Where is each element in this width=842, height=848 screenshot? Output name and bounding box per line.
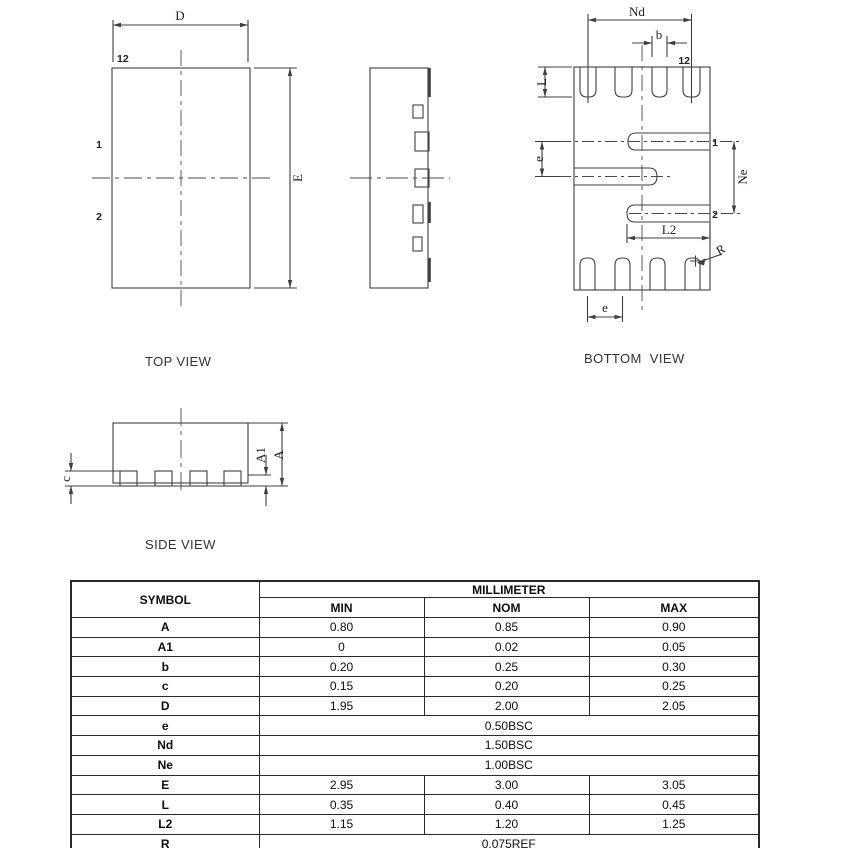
symbol-cell: E xyxy=(71,775,259,795)
value-cell-max: 0.30 xyxy=(589,657,759,677)
value-cell-nom: 0.02 xyxy=(424,637,589,657)
label-L2: L2 xyxy=(661,222,677,237)
value-cell-span: 1.00BSC xyxy=(259,755,759,775)
value-cell-max: 0.05 xyxy=(589,637,759,657)
label-b: b xyxy=(655,27,663,42)
symbol-cell: c xyxy=(71,677,259,697)
value-cell-min: 1.15 xyxy=(259,814,424,834)
dimension-c xyxy=(58,453,120,504)
value-cell-max: 2.05 xyxy=(589,696,759,716)
label-E: E xyxy=(290,174,305,182)
dimension-Ne xyxy=(732,142,750,214)
table-row xyxy=(71,834,759,848)
label-Ne: Ne xyxy=(735,169,750,185)
symbol-cell: e xyxy=(71,716,259,736)
pin-12-label: 12 xyxy=(117,53,129,65)
value-cell-min: 0.15 xyxy=(259,677,424,697)
pin-2-label: 2 xyxy=(712,209,718,221)
symbol-cell: b xyxy=(71,657,259,677)
symbol-cell: A1 xyxy=(71,637,259,657)
value-cell-nom: 0.40 xyxy=(424,795,589,815)
bottom-view-bottom-pads xyxy=(580,258,700,290)
table-row xyxy=(71,755,759,775)
table-row xyxy=(71,677,759,697)
value-cell-min: 0.20 xyxy=(259,657,424,677)
side-view-title: SIDE VIEW xyxy=(145,537,216,552)
value-cell-nom: 3.00 xyxy=(424,775,589,795)
bottom-view-title: BOTTOM VIEW xyxy=(584,351,685,366)
symbol-cell: A xyxy=(71,618,259,638)
bottom-view-drawing xyxy=(525,0,765,340)
dimension-table-body xyxy=(71,618,759,848)
profile-view-drawing xyxy=(345,35,455,305)
label-A1: A1 xyxy=(253,447,268,463)
value-cell-nom: 0.25 xyxy=(424,657,589,677)
header-min: MIN xyxy=(259,598,424,618)
table-row xyxy=(71,775,759,795)
label-Nd: Nd xyxy=(629,4,645,19)
value-cell-max: 0.45 xyxy=(589,795,759,815)
label-c: c xyxy=(58,476,73,482)
pin-1-label: 1 xyxy=(712,137,718,149)
value-cell-nom: 2.00 xyxy=(424,696,589,716)
symbol-cell: L2 xyxy=(71,814,259,834)
table-row xyxy=(71,814,759,834)
dimension-R xyxy=(690,241,728,266)
dimension-Nd xyxy=(588,4,692,103)
header-millimeter: MILLIMETER xyxy=(259,581,759,598)
label-e-left: e xyxy=(531,156,546,162)
value-cell-max: 3.05 xyxy=(589,775,759,795)
label-e-bottom: e xyxy=(602,300,608,315)
dimension-A1 xyxy=(248,447,271,506)
value-cell-nom: 1.20 xyxy=(424,814,589,834)
symbol-cell: Nd xyxy=(71,736,259,756)
table-row xyxy=(71,637,759,657)
pin-2-label: 2 xyxy=(96,211,102,223)
value-cell-max: 0.25 xyxy=(589,677,759,697)
symbol-cell: L xyxy=(71,795,259,815)
bottom-view-top-pads xyxy=(580,67,700,97)
table-row xyxy=(71,716,759,736)
pin-12-label: 12 xyxy=(678,55,690,67)
value-cell-max: 1.25 xyxy=(589,814,759,834)
table-row xyxy=(71,657,759,677)
value-cell-span: 0.075REF xyxy=(259,834,759,848)
dimension-b xyxy=(632,27,687,57)
value-cell-nom: 0.20 xyxy=(424,677,589,697)
value-cell-min: 0.35 xyxy=(259,795,424,815)
label-L: L xyxy=(534,78,549,86)
value-cell-nom: 0.85 xyxy=(424,618,589,638)
dimension-L2 xyxy=(627,222,710,243)
symbol-cell: Ne xyxy=(71,755,259,775)
label-D: D xyxy=(175,8,185,23)
table-row xyxy=(71,795,759,815)
value-cell-min: 2.95 xyxy=(259,775,424,795)
dimension-e-left xyxy=(531,142,559,177)
symbol-cell: D xyxy=(71,696,259,716)
label-R: R xyxy=(712,241,728,259)
header-max: MAX xyxy=(589,598,759,618)
dimension-e-bottom xyxy=(588,296,623,322)
table-row xyxy=(71,696,759,716)
value-cell-max: 0.90 xyxy=(589,618,759,638)
side-view-drawing xyxy=(55,395,315,555)
table-row xyxy=(71,618,759,638)
top-view-title: TOP VIEW xyxy=(145,354,212,369)
table-row xyxy=(71,736,759,756)
header-nom: NOM xyxy=(424,598,589,618)
value-cell-span: 1.50BSC xyxy=(259,736,759,756)
value-cell-span: 0.50BSC xyxy=(259,716,759,736)
value-cell-min: 0.80 xyxy=(259,618,424,638)
value-cell-min: 1.95 xyxy=(259,696,424,716)
dimension-table xyxy=(70,580,760,848)
symbol-cell: R xyxy=(71,834,259,848)
top-view-drawing xyxy=(80,5,315,340)
header-symbol: SYMBOL xyxy=(71,581,259,618)
pin-1-label: 1 xyxy=(96,139,102,151)
dimension-L xyxy=(534,67,572,97)
top-view-centerlines xyxy=(92,50,270,307)
value-cell-min: 0 xyxy=(259,637,424,657)
dimension-D xyxy=(113,8,248,62)
label-A: A xyxy=(271,450,286,460)
